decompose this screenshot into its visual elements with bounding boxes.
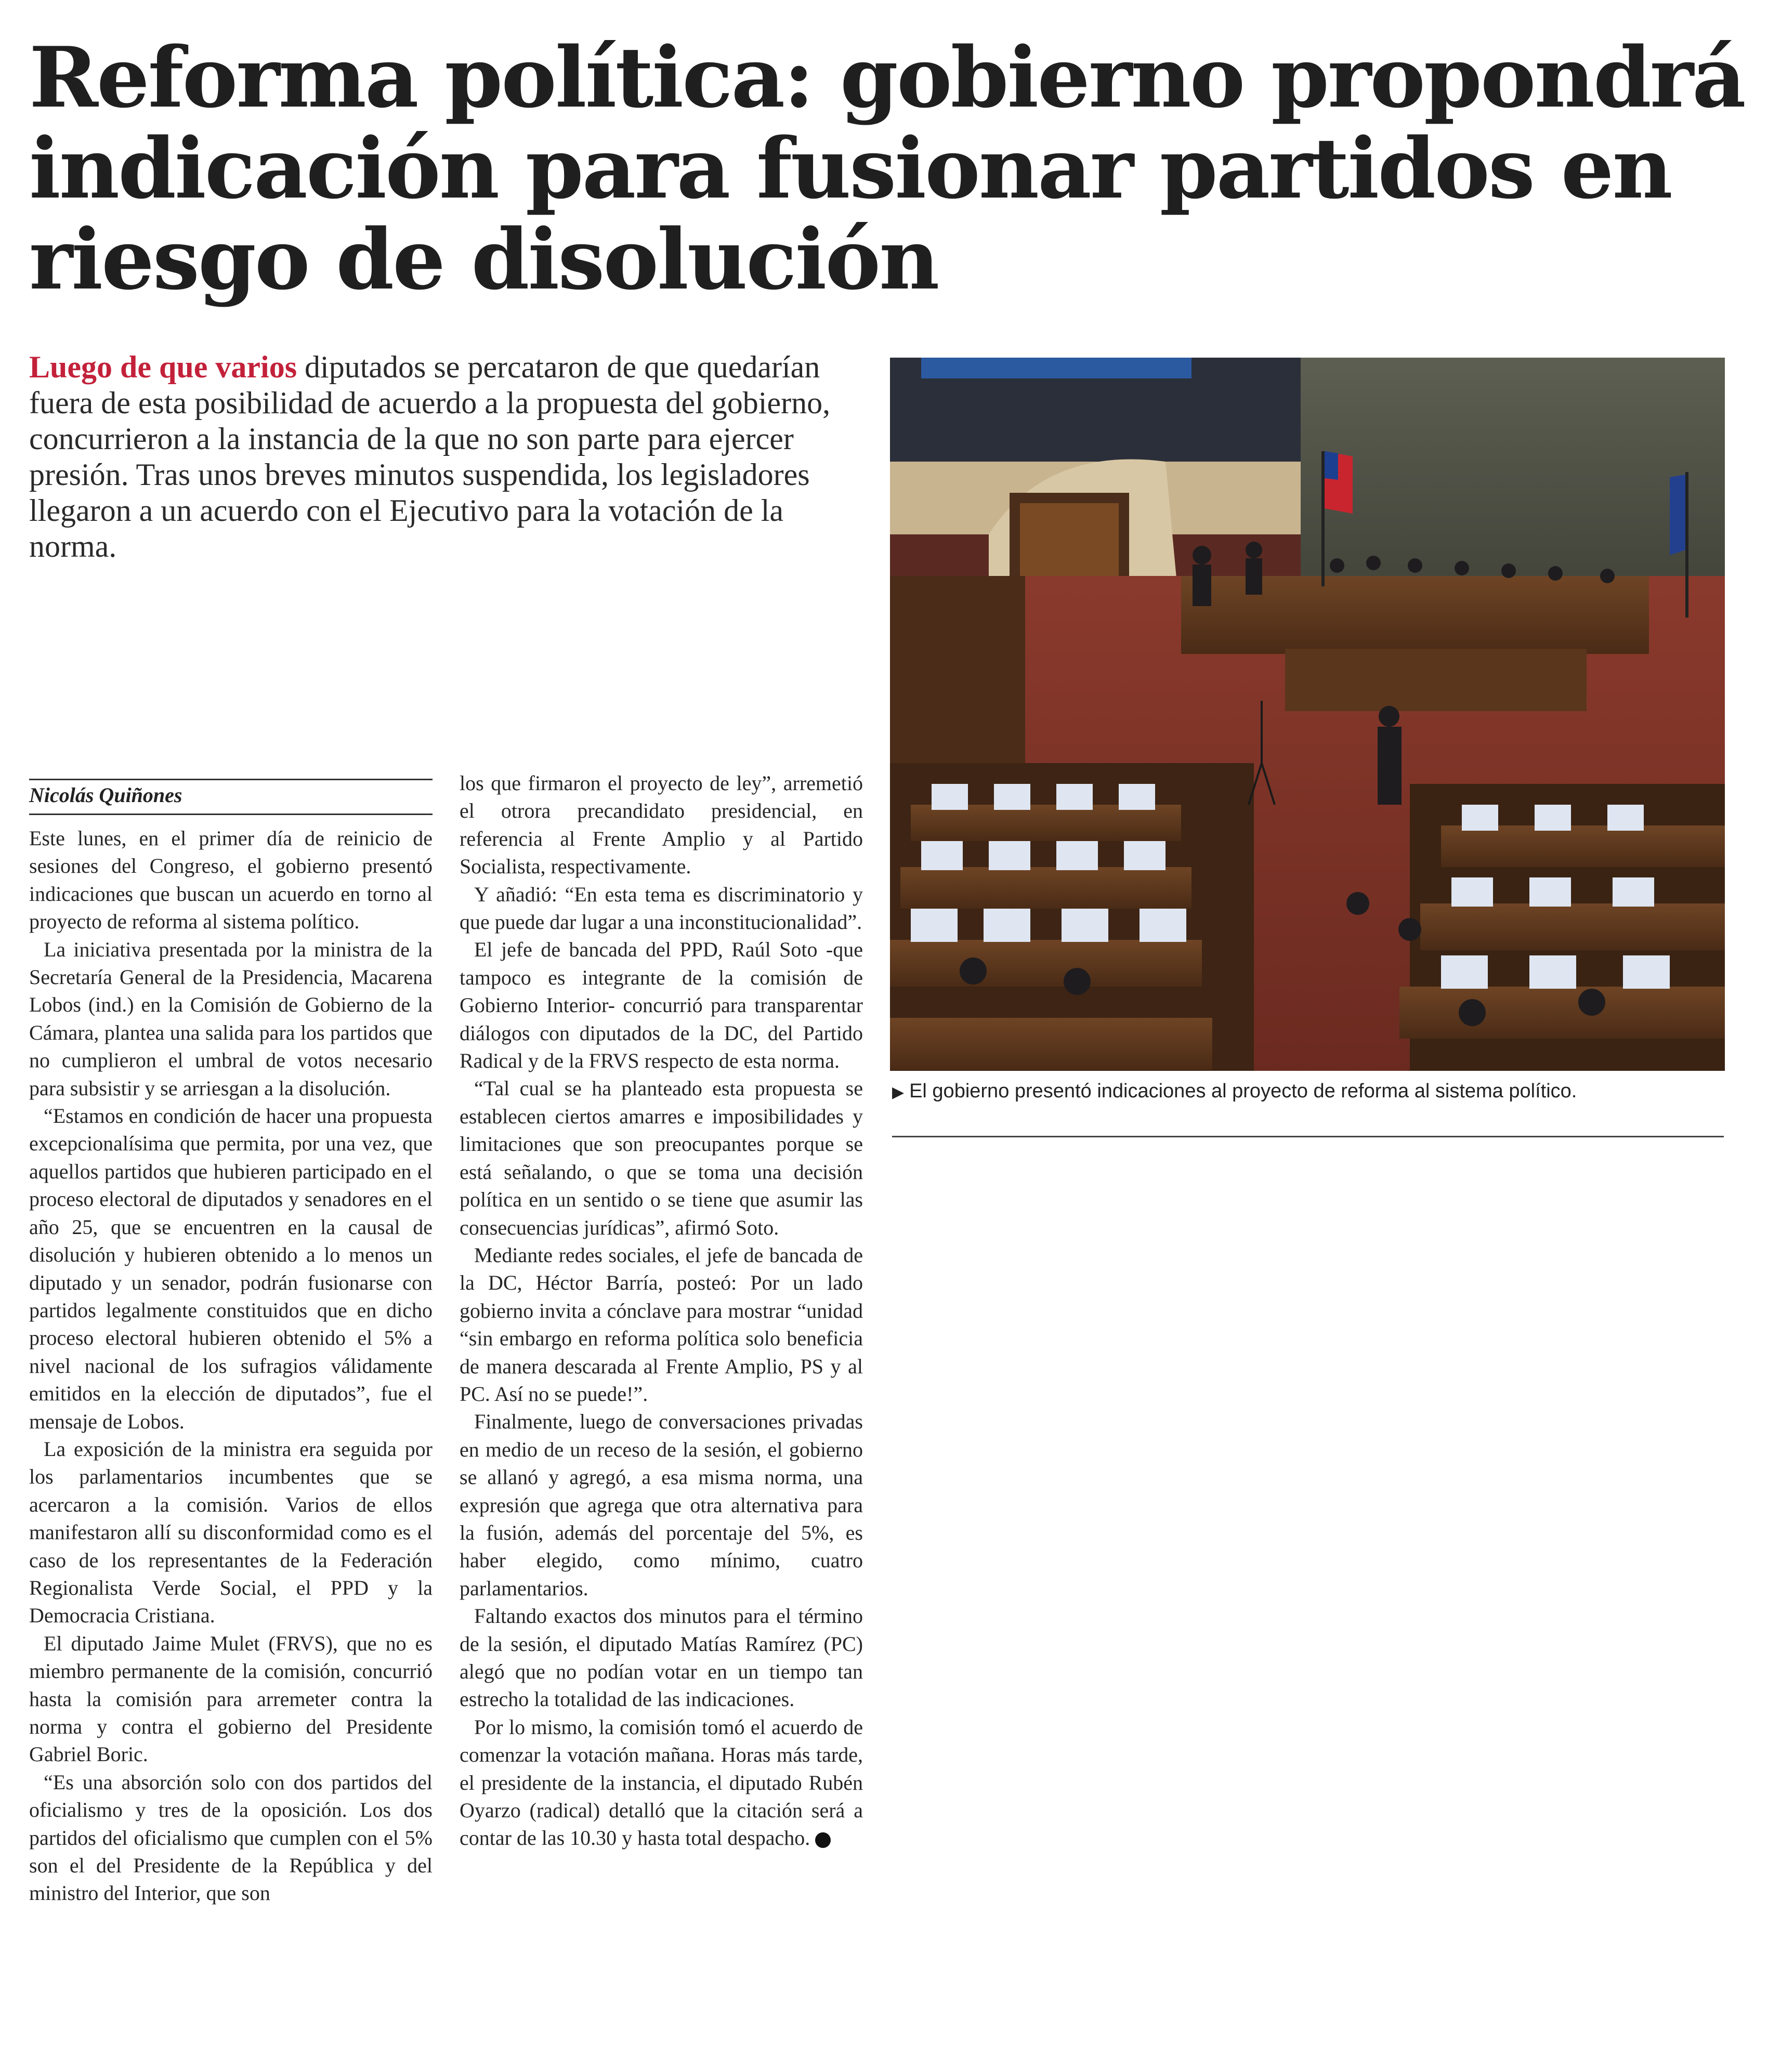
paragraph: Y añadió: “En esta tema es discriminatorio y que puede dar lugar a una inconstitucionalidad”. [460, 882, 863, 934]
paragraph: Mediante redes sociales, el jefe de bancada de la DC, Héctor Barría, posteó: Por un lado gobierno invita a cónclave para mostrar “unidad “sin embargo en reforma política solo beneficia de manera descarada al Frente Amplio, PS y al PC. Así no se puede!”. [460, 1243, 863, 1406]
lede-kicker: Luego de que varios [29, 350, 297, 384]
byline-rule-bottom [29, 814, 433, 815]
paragraph: “Estamos en condición de hacer una propuesta excepcionalísima que permita, por una vez, que aquellos partidos que hubieren participado en el proceso electoral de diputados y senadores en el año 25, que se encuentren en la causal de disolución y hubieren obtenido a lo menos un diputado y un senador, podrán fusionarse con partidos legalmente constituidos que en dicho proceso electoral hubieren obtenido el 5% a nivel nacional de los sufragios válidamente emitidos en la elección de diputados”, fue el mensaje de Lobos. [29, 1104, 433, 1433]
paragraph: “Tal cual se ha planteado esta propuesta se establecen ciertos amarres e imposibilidades y limitaciones que son preocupantes porque se está señalando, o que se toma una decisión política en un sentido o se tiene que asumir las consecuencias jurídicas”, afirmó Soto. [460, 1077, 863, 1239]
paragraph: El diputado Jaime Mulet (FRVS), que no es miembro permanente de la comisión, concurrió hasta la comisión para arremeter contra la norma y contra el gobierno del Presidente Gabriel Boric. [29, 1631, 433, 1766]
photo-caption [892, 1079, 1724, 1105]
lede [29, 349, 861, 565]
body-column-1 [29, 824, 433, 1907]
paragraph: Faltando exactos dos minutos para el término de la sesión, el diputado Matías Ramírez (PC) alegó que no podían votar en un tiempo tan estrecho la totalidad de las indicaciones. [460, 1604, 863, 1711]
right-column-divider [892, 1136, 1724, 1137]
paragraph: El jefe de bancada del PPD, Raúl Soto -que tampoco es integrante de la comisión de Gobierno Interior- concurrió para transparentar diálogos con diputados de la DC, del Partido Radical y de la FRVS respecto de esta norma. [460, 938, 863, 1073]
chamber-photo [890, 358, 1725, 1071]
paragraph: La iniciativa presentada por la ministra de la Secretaría General de la Presidencia, Macarena Lobos (ind.) en la Comisión de Gobierno de la Cámara, plantea una salida para los partidos que no cumplieron el umbral de votos necesario para subsistir y se arriesgan a la disolución. [29, 937, 433, 1100]
end-mark-icon [815, 1832, 831, 1848]
body-column-2 [460, 769, 863, 1852]
byline: Nicolás Quiñones [29, 783, 182, 807]
lede-text: diputados se percataron de que quedarían fuera de esta posibilidad de acuerdo a la propuesta del gobierno, concurrieron a la instancia de la que no son parte para ejercer presión. Tras unos breves minutos suspendida, los legisladores llegaron a un acuerdo con el Ejecutivo para la votación de la norma. [29, 350, 831, 563]
paragraph: Este lunes, en el primer día de reinicio de sesiones del Congreso, el gobierno presentó indicaciones que buscan un acuerdo en torno al proyecto de reforma al sistema político. [29, 827, 433, 934]
paragraph-final [460, 1713, 863, 1852]
paragraph: “Es una absorción solo con dos partidos del oficialismo y tres de la oposición. Los dos partidos del oficialismo que cumplen con el 5% son el del Presidente de la República y del ministro del Interior, que son [29, 1770, 433, 1905]
byline-rule-top [29, 779, 433, 780]
caption-triangle-icon: ▶ [892, 1084, 905, 1101]
final-paragraph-text: Por lo mismo, la comisión tomó el acuerdo de comenzar la votación mañana. Horas más tarde, el presidente de la instancia, el diputado Rubén Oyarzo (radical) detalló que la citación será a contar de las 10.30 y hasta total despacho. [460, 1715, 863, 1850]
paragraph: Finalmente, luego de conversaciones privadas en medio de un receso de la sesión, el gobierno se allanó y agregó, a esa misma norma, una expresión que agrega que otra alternativa para la fusión, además del porcentaje del 5%, es haber elegido, como mínimo, cuatro parlamentarios. [460, 1410, 863, 1600]
headline: Reforma política: gobierno propondrá indicación para fusionar partidos en riesgo de disolución [29, 29, 1745, 308]
paragraph: los que firmaron el proyecto de ley”, arremetió el otrora precandidato presidencial, en referencia al Frente Amplio y al Partido Socialista, respectivamente. [460, 771, 863, 878]
chamber-photo-illustration [890, 358, 1725, 1071]
paragraph: La exposición de la ministra era seguida por los parlamentarios incumbentes que se acercaron a la comisión. Varios de ellos manifestaron allí su disconformidad como es el caso de los representantes de la Federación Regionalista Verde Social, el PPD y la Democracia Cristiana. [29, 1437, 433, 1628]
photo-caption-text: El gobierno presentó indicaciones al proyecto de reforma al sistema político. [909, 1080, 1577, 1102]
